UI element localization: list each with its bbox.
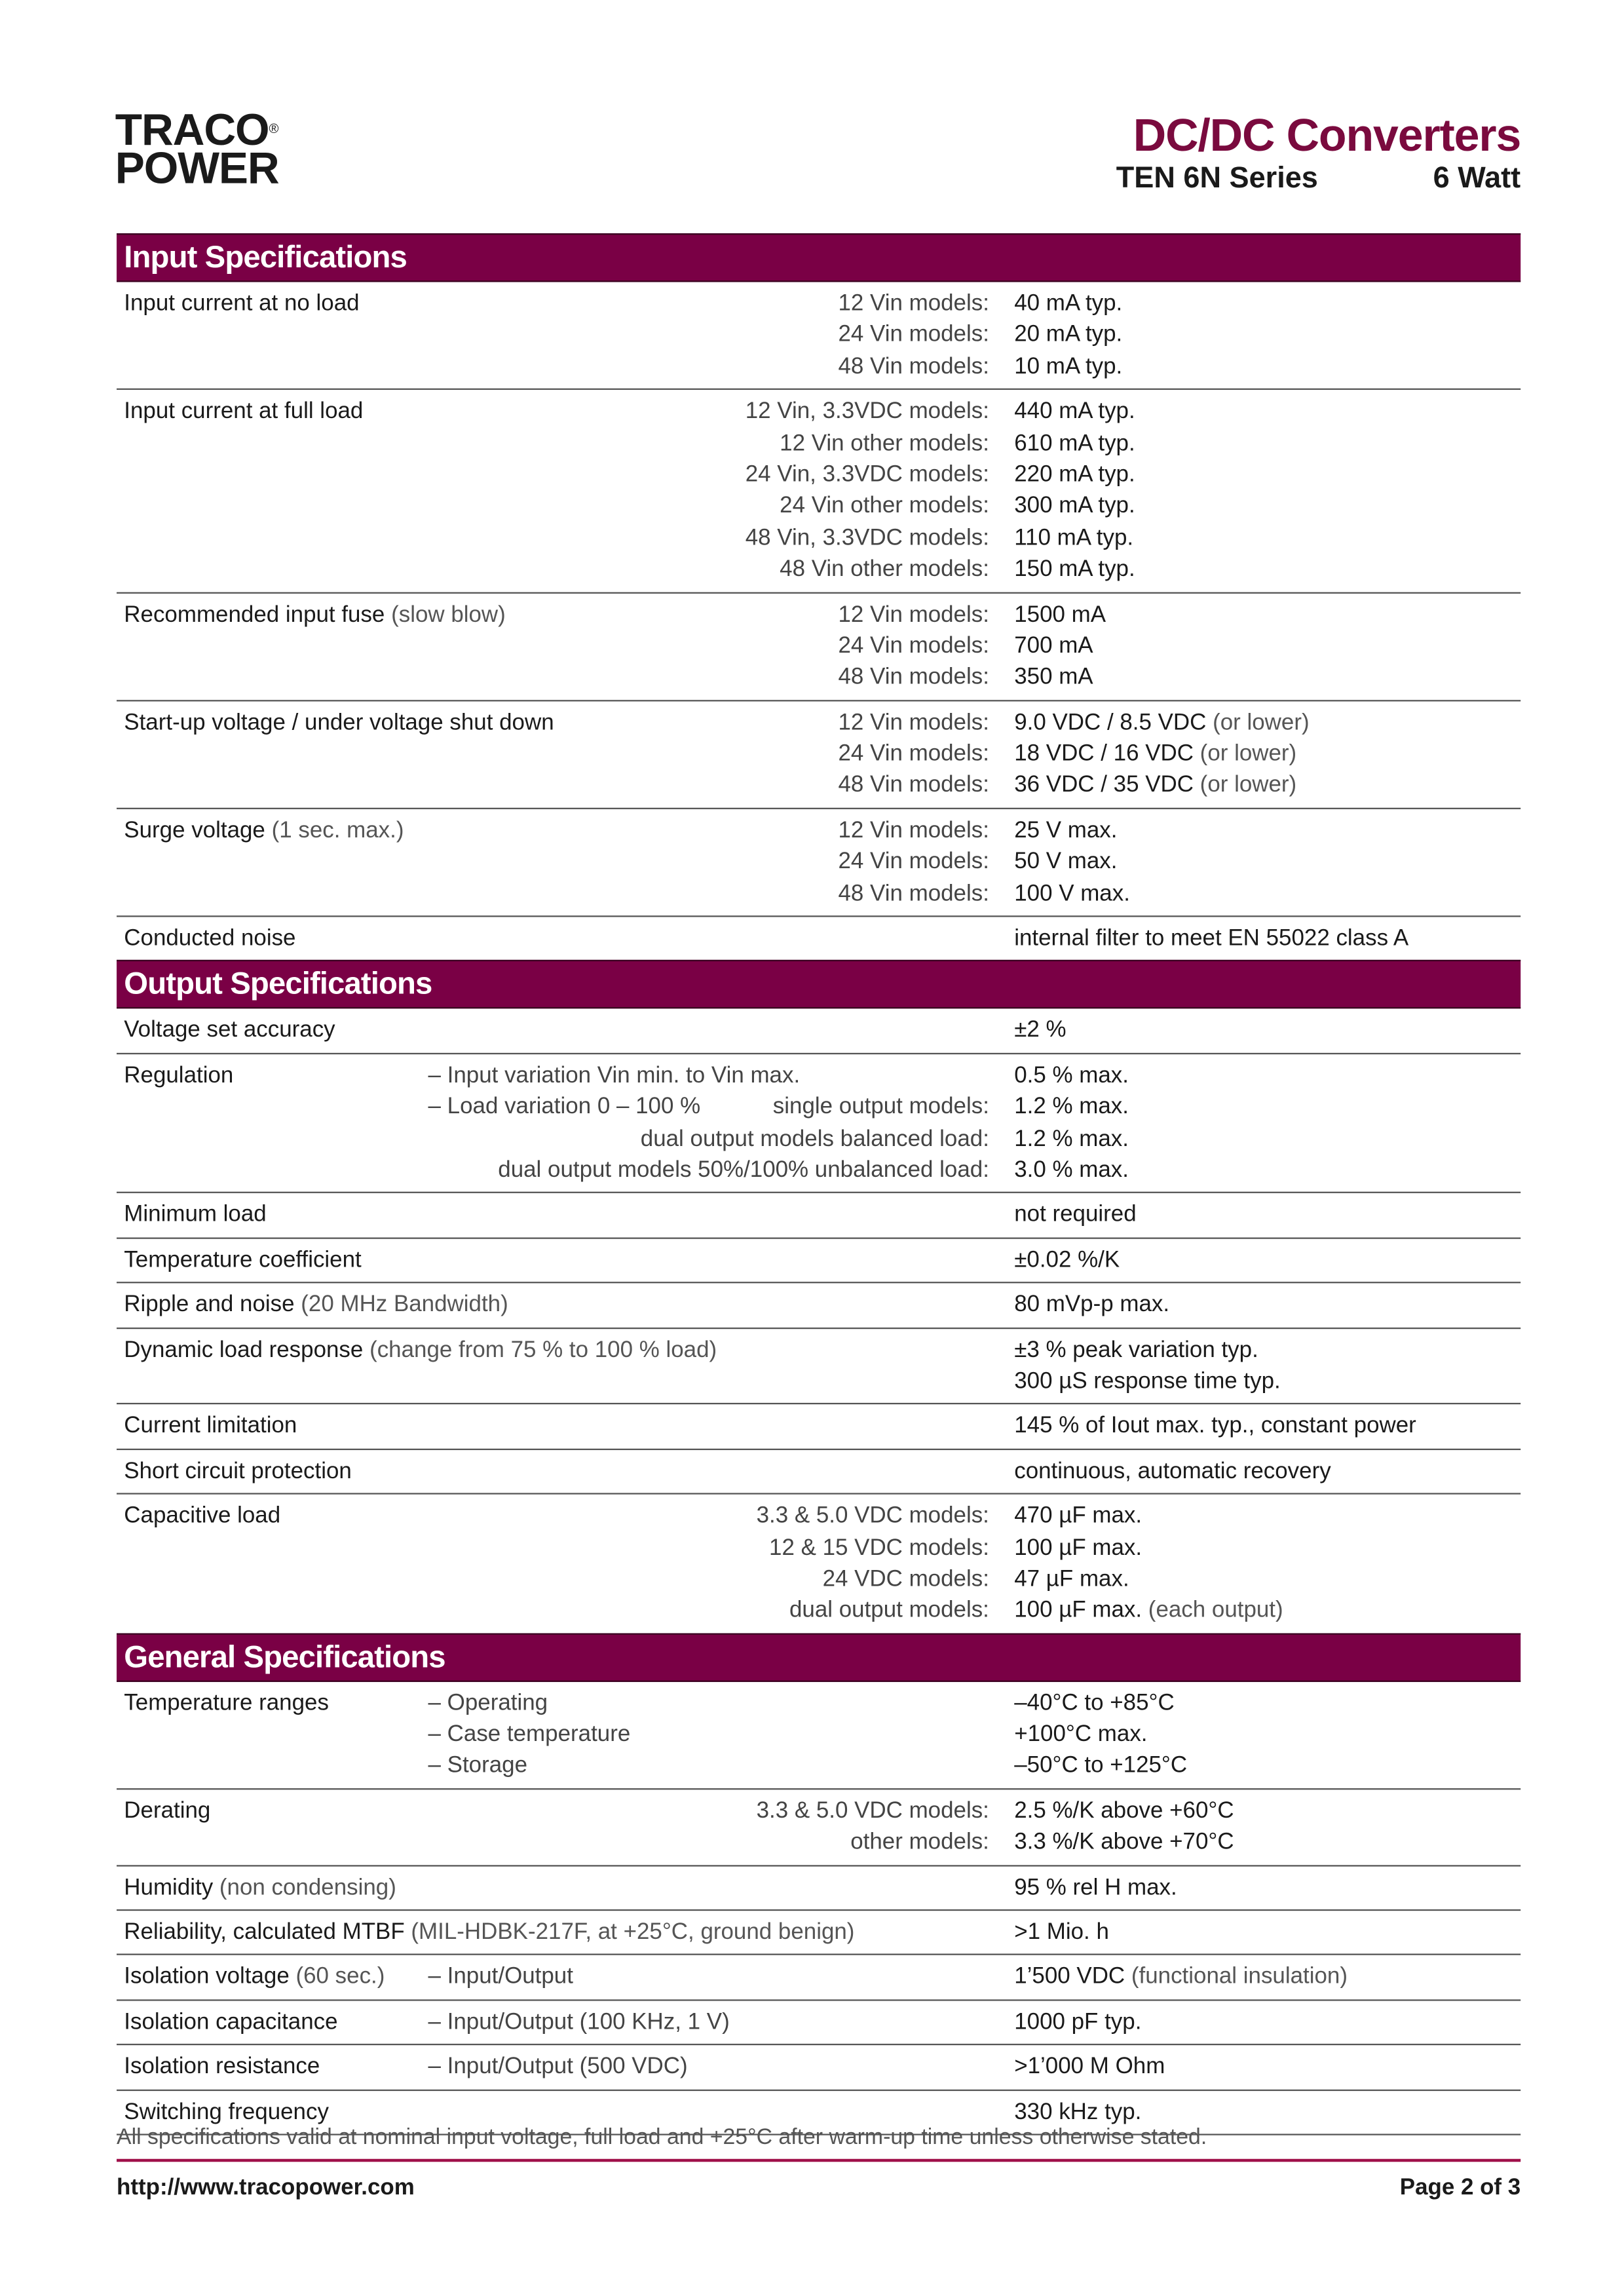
spec-line: [117, 1563, 1520, 1595]
spec-value: [1014, 1200, 1136, 1231]
logo-line-2: POWER: [115, 144, 279, 194]
spec-value-text: +100°C max.: [1014, 1721, 1148, 1748]
spec-value: [1014, 1123, 1129, 1155]
spec-line: [117, 1917, 1520, 1948]
spec-line: [117, 1751, 1520, 1782]
spec-label-note: (60 sec.): [295, 1964, 385, 1990]
spec-value: [1014, 1872, 1177, 1904]
spec-line: [117, 1532, 1520, 1563]
spec-value-text: –50°C to +125°C: [1014, 1753, 1188, 1779]
spec-label-note: (1 sec. max.): [271, 818, 404, 843]
spec-label: [124, 1244, 361, 1276]
spec-value: [1014, 630, 1093, 662]
spec-value-text: >1’000 M Ohm: [1014, 2054, 1165, 2080]
spec-model-group: 48 Vin other models:: [780, 556, 989, 583]
spec-label: [124, 1501, 280, 1532]
section-header: Input Specifications: [117, 233, 1520, 282]
spec-value-text: 3.3 %/K above +70°C: [1014, 1829, 1234, 1856]
spec-value-note: (each output): [1148, 1598, 1283, 1624]
spec-model-group: dual output models:: [789, 1598, 989, 1624]
spec-value-text: 330 kHz typ.: [1014, 2099, 1142, 2124]
spec-value-text: 95 % rel H max.: [1014, 1875, 1177, 1900]
spec-line: [117, 1455, 1520, 1487]
spec-line: [117, 923, 1520, 955]
spec-line: [117, 1962, 1520, 1993]
spec-value: [1014, 815, 1117, 847]
spec-value: [1014, 1015, 1066, 1046]
spec-value-text: 10 mA typ.: [1014, 354, 1123, 379]
spec-label: [124, 1962, 385, 1993]
spec-row: [117, 2000, 1520, 2045]
spec-value-note: (or lower): [1213, 710, 1310, 735]
website-link[interactable]: http://www.tracopower.com: [117, 2175, 415, 2200]
spec-label-text: Input current at full load: [124, 398, 364, 425]
spec-line: [117, 522, 1520, 554]
spec-model-group: dual output models balanced load:: [640, 1126, 989, 1151]
spec-value-text: 50 V max.: [1014, 849, 1118, 875]
spec-label-text: Switching frequency: [124, 2099, 329, 2124]
spec-value: [1014, 1827, 1234, 1858]
spec-value: [1014, 1563, 1129, 1595]
spec-line: [117, 1334, 1520, 1366]
spec-row: [117, 1009, 1520, 1054]
spec-value: [1014, 599, 1106, 630]
spec-row: [117, 1284, 1520, 1328]
footer-note: All specifications valid at nominal input voltage, full load and +25°C after warm-up time unless otherwise stated.: [117, 2124, 1207, 2151]
spec-line: [117, 491, 1520, 522]
spec-condition: – Operating: [428, 1690, 548, 1715]
footer-divider: [117, 2159, 1520, 2162]
spec-value-text: ±2 %: [1014, 1018, 1067, 1043]
spec-label-note: (20 MHz Bandwidth): [301, 1292, 508, 1318]
spec-value: [1014, 351, 1122, 383]
spec-label: [124, 1795, 210, 1827]
spec-label: [124, 2052, 320, 2083]
spec-label-note: (MIL-HDBK-217F, at +25°C, ground benign): [411, 1919, 855, 1945]
spec-value-text: 300 µS response time typ.: [1014, 1368, 1281, 1394]
spec-line: [117, 2006, 1520, 2038]
spec-value: [1014, 1532, 1142, 1563]
spec-line: [117, 1596, 1520, 1627]
spec-value: [1014, 288, 1122, 319]
spec-value-text: 0.5 % max.: [1014, 1063, 1129, 1088]
spec-row: [117, 282, 1520, 390]
specifications-table: [117, 233, 1520, 2135]
spec-model-group: 48 Vin models:: [838, 881, 989, 906]
spec-value-text: 20 mA typ.: [1014, 322, 1123, 348]
spec-row: [117, 1238, 1520, 1283]
spec-line: [117, 1015, 1520, 1046]
spec-row: [117, 1194, 1520, 1238]
spec-line: [117, 815, 1520, 847]
spec-value: [1014, 662, 1093, 693]
spec-value: [1014, 1366, 1281, 1397]
spec-value: [1014, 2052, 1165, 2083]
spec-model-group: 48 Vin, 3.3VDC models:: [745, 525, 989, 550]
spec-line: [117, 847, 1520, 878]
spec-value-text: 100 µF max.: [1014, 1535, 1142, 1560]
spec-value-text: >1 Mio. h: [1014, 1919, 1109, 1945]
spec-model-group: 12 & 15 VDC models:: [769, 1535, 989, 1560]
spec-value: [1014, 707, 1309, 738]
spec-condition: – Input variation Vin min. to Vin max.: [428, 1063, 801, 1088]
spec-label-text: Dynamic load response: [124, 1337, 364, 1363]
logo-line-1: TRACO: [115, 106, 269, 155]
spec-value: [1014, 847, 1117, 878]
spec-label-note: (change from 75 % to 100 % load): [369, 1337, 717, 1363]
spec-label-text: Temperature coefficient: [124, 1247, 362, 1273]
spec-value-text: 1.2 % max.: [1014, 1126, 1129, 1151]
spec-value-text: 1.2 % max.: [1014, 1094, 1129, 1120]
power-rating: 6 Watt: [1433, 162, 1521, 195]
spec-label: [124, 1687, 329, 1719]
spec-model-group: 3.3 & 5.0 VDC models:: [756, 1503, 989, 1529]
section-header: Output Specifications: [117, 961, 1520, 1009]
spec-label-text: Capacitive load: [124, 1503, 281, 1529]
spec-label-text: Humidity: [124, 1875, 214, 1900]
spec-value-note: (or lower): [1199, 773, 1297, 799]
spec-line: [117, 1719, 1520, 1750]
spec-label-text: Derating: [124, 1798, 211, 1824]
spec-row: [117, 593, 1520, 701]
spec-value: [1014, 320, 1122, 351]
spec-value: [1014, 1155, 1129, 1186]
spec-label-text: Surge voltage: [124, 818, 265, 843]
spec-row: [117, 1911, 1520, 1955]
spec-value: [1014, 738, 1296, 770]
spec-value-text: 110 mA typ.: [1014, 525, 1134, 550]
spec-value: [1014, 1795, 1234, 1827]
spec-value-text: ±0.02 %/K: [1014, 1247, 1120, 1273]
spec-value-text: 80 mVp-p max.: [1014, 1292, 1170, 1318]
page-number: Page 2 of 3: [1399, 2175, 1521, 2200]
spec-value: [1014, 1411, 1416, 1442]
spec-label: [124, 815, 404, 847]
spec-model-group: 12 Vin models:: [838, 710, 989, 735]
spec-line: [117, 770, 1520, 801]
spec-value-text: 9.0 VDC / 8.5 VDC: [1014, 710, 1207, 735]
spec-line: [117, 1366, 1520, 1397]
spec-row: [117, 1405, 1520, 1449]
document-title: DC/DC Converters: [1133, 109, 1521, 161]
spec-row: [117, 1054, 1520, 1194]
spec-value-text: 610 mA typ.: [1014, 430, 1135, 456]
spec-line: [117, 1200, 1520, 1231]
spec-row: [117, 809, 1520, 917]
spec-condition: – Input/Output: [428, 1964, 573, 1990]
spec-value: [1014, 459, 1135, 491]
spec-label-text: Short circuit protection: [124, 1458, 352, 1484]
spec-value: [1014, 770, 1296, 801]
spec-value-text: 440 mA typ.: [1014, 398, 1135, 425]
spec-model-group: 12 Vin other models:: [780, 430, 989, 456]
spec-line: [117, 351, 1520, 383]
spec-row: [117, 390, 1520, 593]
spec-value: [1014, 396, 1135, 427]
spec-label-text: Start-up voltage / under voltage shut down: [124, 710, 554, 735]
spec-model-group: 48 Vin models:: [838, 773, 989, 799]
spec-line: [117, 878, 1520, 909]
section-header: General Specifications: [117, 1633, 1520, 1681]
spec-label-text: Regulation: [124, 1063, 234, 1088]
spec-value-text: 100 V max.: [1014, 881, 1130, 906]
spec-line: [117, 2096, 1520, 2128]
spec-value-text: ±3 % peak variation typ.: [1014, 1337, 1258, 1363]
spec-row: [117, 1449, 1520, 1494]
spec-line: [117, 662, 1520, 693]
spec-line: [117, 1290, 1520, 1321]
spec-label-text: Input current at no load: [124, 290, 360, 316]
spec-value: [1014, 878, 1130, 909]
spec-value: [1014, 1719, 1147, 1750]
spec-value: [1014, 2096, 1141, 2128]
spec-line: [117, 630, 1520, 662]
spec-line: [117, 1244, 1520, 1276]
spec-label: [124, 1872, 396, 1904]
spec-line: [117, 1411, 1520, 1442]
spec-model-group: 12 Vin, 3.3VDC models:: [745, 398, 989, 425]
spec-value-text: 300 mA typ.: [1014, 493, 1135, 519]
traco-power-logo: [115, 106, 279, 194]
spec-value-text: –40°C to +85°C: [1014, 1690, 1175, 1715]
spec-label-text: Isolation capacitance: [124, 2009, 338, 2035]
spec-line: [117, 1155, 1520, 1186]
spec-value: [1014, 1092, 1129, 1123]
spec-label: [124, 396, 363, 427]
spec-model-group: 24 Vin, 3.3VDC models:: [745, 462, 989, 488]
spec-label: [124, 1334, 717, 1366]
spec-model-group: single output models:: [772, 1094, 989, 1120]
spec-value-text: 25 V max.: [1014, 818, 1118, 843]
spec-line: [117, 738, 1520, 770]
spec-model-group: 24 Vin models:: [838, 633, 989, 659]
spec-condition: – Load variation 0 – 100 %: [428, 1094, 701, 1120]
spec-label-text: Reliability, calculated MTBF: [124, 1919, 405, 1945]
spec-line: [117, 1501, 1520, 1532]
spec-value: [1014, 522, 1133, 554]
spec-line: [117, 320, 1520, 351]
spec-model-group: 48 Vin models:: [838, 664, 989, 691]
spec-value: [1014, 1962, 1348, 1993]
spec-label: [124, 1290, 508, 1321]
spec-value-note: (or lower): [1199, 741, 1297, 767]
spec-value: [1014, 428, 1135, 459]
spec-value-text: continuous, automatic recovery: [1014, 1458, 1331, 1484]
spec-model-group: 24 Vin models:: [838, 322, 989, 348]
spec-row: [117, 2046, 1520, 2090]
spec-model-group: 3.3 & 5.0 VDC models:: [756, 1798, 989, 1824]
spec-value: [1014, 1244, 1120, 1276]
registered-mark: ®: [269, 121, 278, 136]
spec-label: [124, 2006, 337, 2038]
spec-value: [1014, 1501, 1142, 1532]
spec-value-text: 145 % of Iout max. typ., constant power: [1014, 1413, 1416, 1439]
spec-model-group: other models:: [850, 1829, 989, 1856]
spec-row: [117, 1789, 1520, 1866]
spec-label-note: (non condensing): [219, 1875, 396, 1900]
spec-label: [124, 923, 295, 955]
spec-row: [117, 1681, 1520, 1789]
spec-label: [124, 2096, 329, 2128]
spec-value-text: 1000 pF typ.: [1014, 2009, 1142, 2035]
spec-value-text: 40 mA typ.: [1014, 290, 1123, 316]
spec-label-text: Temperature ranges: [124, 1690, 329, 1715]
spec-label: [124, 1917, 854, 1948]
spec-value: [1014, 1455, 1331, 1487]
spec-value-text: 470 µF max.: [1014, 1503, 1142, 1529]
spec-value: [1014, 923, 1408, 955]
spec-line: [117, 1123, 1520, 1155]
spec-value-text: internal filter to meet EN 55022 class A: [1014, 926, 1409, 951]
spec-row: [117, 701, 1520, 809]
spec-line: [117, 1872, 1520, 1904]
spec-row: [117, 917, 1520, 961]
spec-label: [124, 1455, 352, 1487]
spec-label-text: Isolation voltage: [124, 1964, 290, 1990]
spec-label: [124, 1015, 335, 1046]
spec-row: [117, 1328, 1520, 1405]
spec-row: [117, 1495, 1520, 1633]
spec-value: [1014, 554, 1135, 585]
spec-label-text: Current limitation: [124, 1413, 297, 1439]
spec-label-text: Minimum load: [124, 1202, 267, 1228]
spec-line: [117, 554, 1520, 585]
spec-value: [1014, 1687, 1174, 1719]
spec-model-group: 12 Vin models:: [838, 290, 989, 316]
spec-line: [117, 1060, 1520, 1092]
spec-value-text: not required: [1014, 1202, 1137, 1228]
spec-line: [117, 1092, 1520, 1123]
spec-model-group: 12 Vin models:: [838, 818, 989, 843]
spec-value-text: 3.0 % max.: [1014, 1157, 1129, 1183]
spec-value: [1014, 1917, 1109, 1948]
spec-condition: – Case temperature: [428, 1721, 631, 1748]
spec-label-text: Isolation resistance: [124, 2054, 320, 2080]
spec-value-text: 350 mA: [1014, 664, 1093, 691]
spec-label-text: Conducted noise: [124, 926, 296, 951]
spec-row: [117, 1866, 1520, 1911]
spec-label: [124, 599, 505, 630]
spec-value-text: 2.5 %/K above +60°C: [1014, 1798, 1234, 1824]
spec-value-text: 18 VDC / 16 VDC: [1014, 741, 1194, 767]
spec-line: [117, 599, 1520, 630]
spec-model-group: 24 Vin other models:: [780, 493, 989, 519]
spec-line: [117, 2052, 1520, 2083]
spec-line: [117, 428, 1520, 459]
spec-line: [117, 459, 1520, 491]
spec-value-text: 36 VDC / 35 VDC: [1014, 773, 1194, 799]
spec-label: [124, 1411, 297, 1442]
spec-label: [124, 288, 359, 319]
spec-value: [1014, 491, 1135, 522]
spec-model-group: 12 Vin models:: [838, 602, 989, 627]
spec-value-text: 150 mA typ.: [1014, 556, 1135, 583]
spec-value: [1014, 1334, 1258, 1366]
spec-line: [117, 707, 1520, 738]
spec-label: [124, 707, 554, 738]
spec-value: [1014, 1290, 1169, 1321]
spec-model-group: 48 Vin models:: [838, 354, 989, 379]
spec-value: [1014, 1596, 1283, 1627]
spec-value-text: 700 mA: [1014, 633, 1093, 659]
spec-value: [1014, 2006, 1141, 2038]
spec-condition: – Input/Output (100 KHz, 1 V): [428, 2009, 730, 2035]
spec-condition: – Storage: [428, 1753, 528, 1779]
spec-model-group: 24 Vin models:: [838, 849, 989, 875]
spec-line: [117, 396, 1520, 427]
spec-line: [117, 1827, 1520, 1858]
spec-value-note: (functional insulation): [1131, 1964, 1348, 1990]
spec-line: [117, 1795, 1520, 1827]
spec-label-text: Voltage set accuracy: [124, 1018, 335, 1043]
spec-line: [117, 1687, 1520, 1719]
spec-value-text: 100 µF max.: [1014, 1598, 1142, 1624]
spec-value-text: 47 µF max.: [1014, 1566, 1129, 1592]
spec-label-note: (slow blow): [391, 602, 506, 627]
spec-value: [1014, 1751, 1187, 1782]
spec-model-group: 24 Vin models:: [838, 741, 989, 767]
spec-line: [117, 288, 1520, 319]
spec-value-text: 220 mA typ.: [1014, 462, 1135, 488]
spec-model-group: dual output models 50%/100% unbalanced load:: [498, 1157, 989, 1183]
spec-value: [1014, 1060, 1129, 1092]
spec-row: [117, 1956, 1520, 2000]
spec-label: [124, 1060, 233, 1092]
spec-label-text: Ripple and noise: [124, 1292, 295, 1318]
spec-condition: – Input/Output (500 VDC): [428, 2054, 688, 2080]
series-name: TEN 6N Series: [1116, 162, 1318, 195]
spec-label-text: Recommended input fuse: [124, 602, 385, 627]
spec-model-group: 24 VDC models:: [822, 1566, 989, 1592]
spec-value-text: 1500 mA: [1014, 602, 1106, 627]
spec-label: [124, 1200, 266, 1231]
spec-value-text: 1’500 VDC: [1014, 1964, 1125, 1990]
